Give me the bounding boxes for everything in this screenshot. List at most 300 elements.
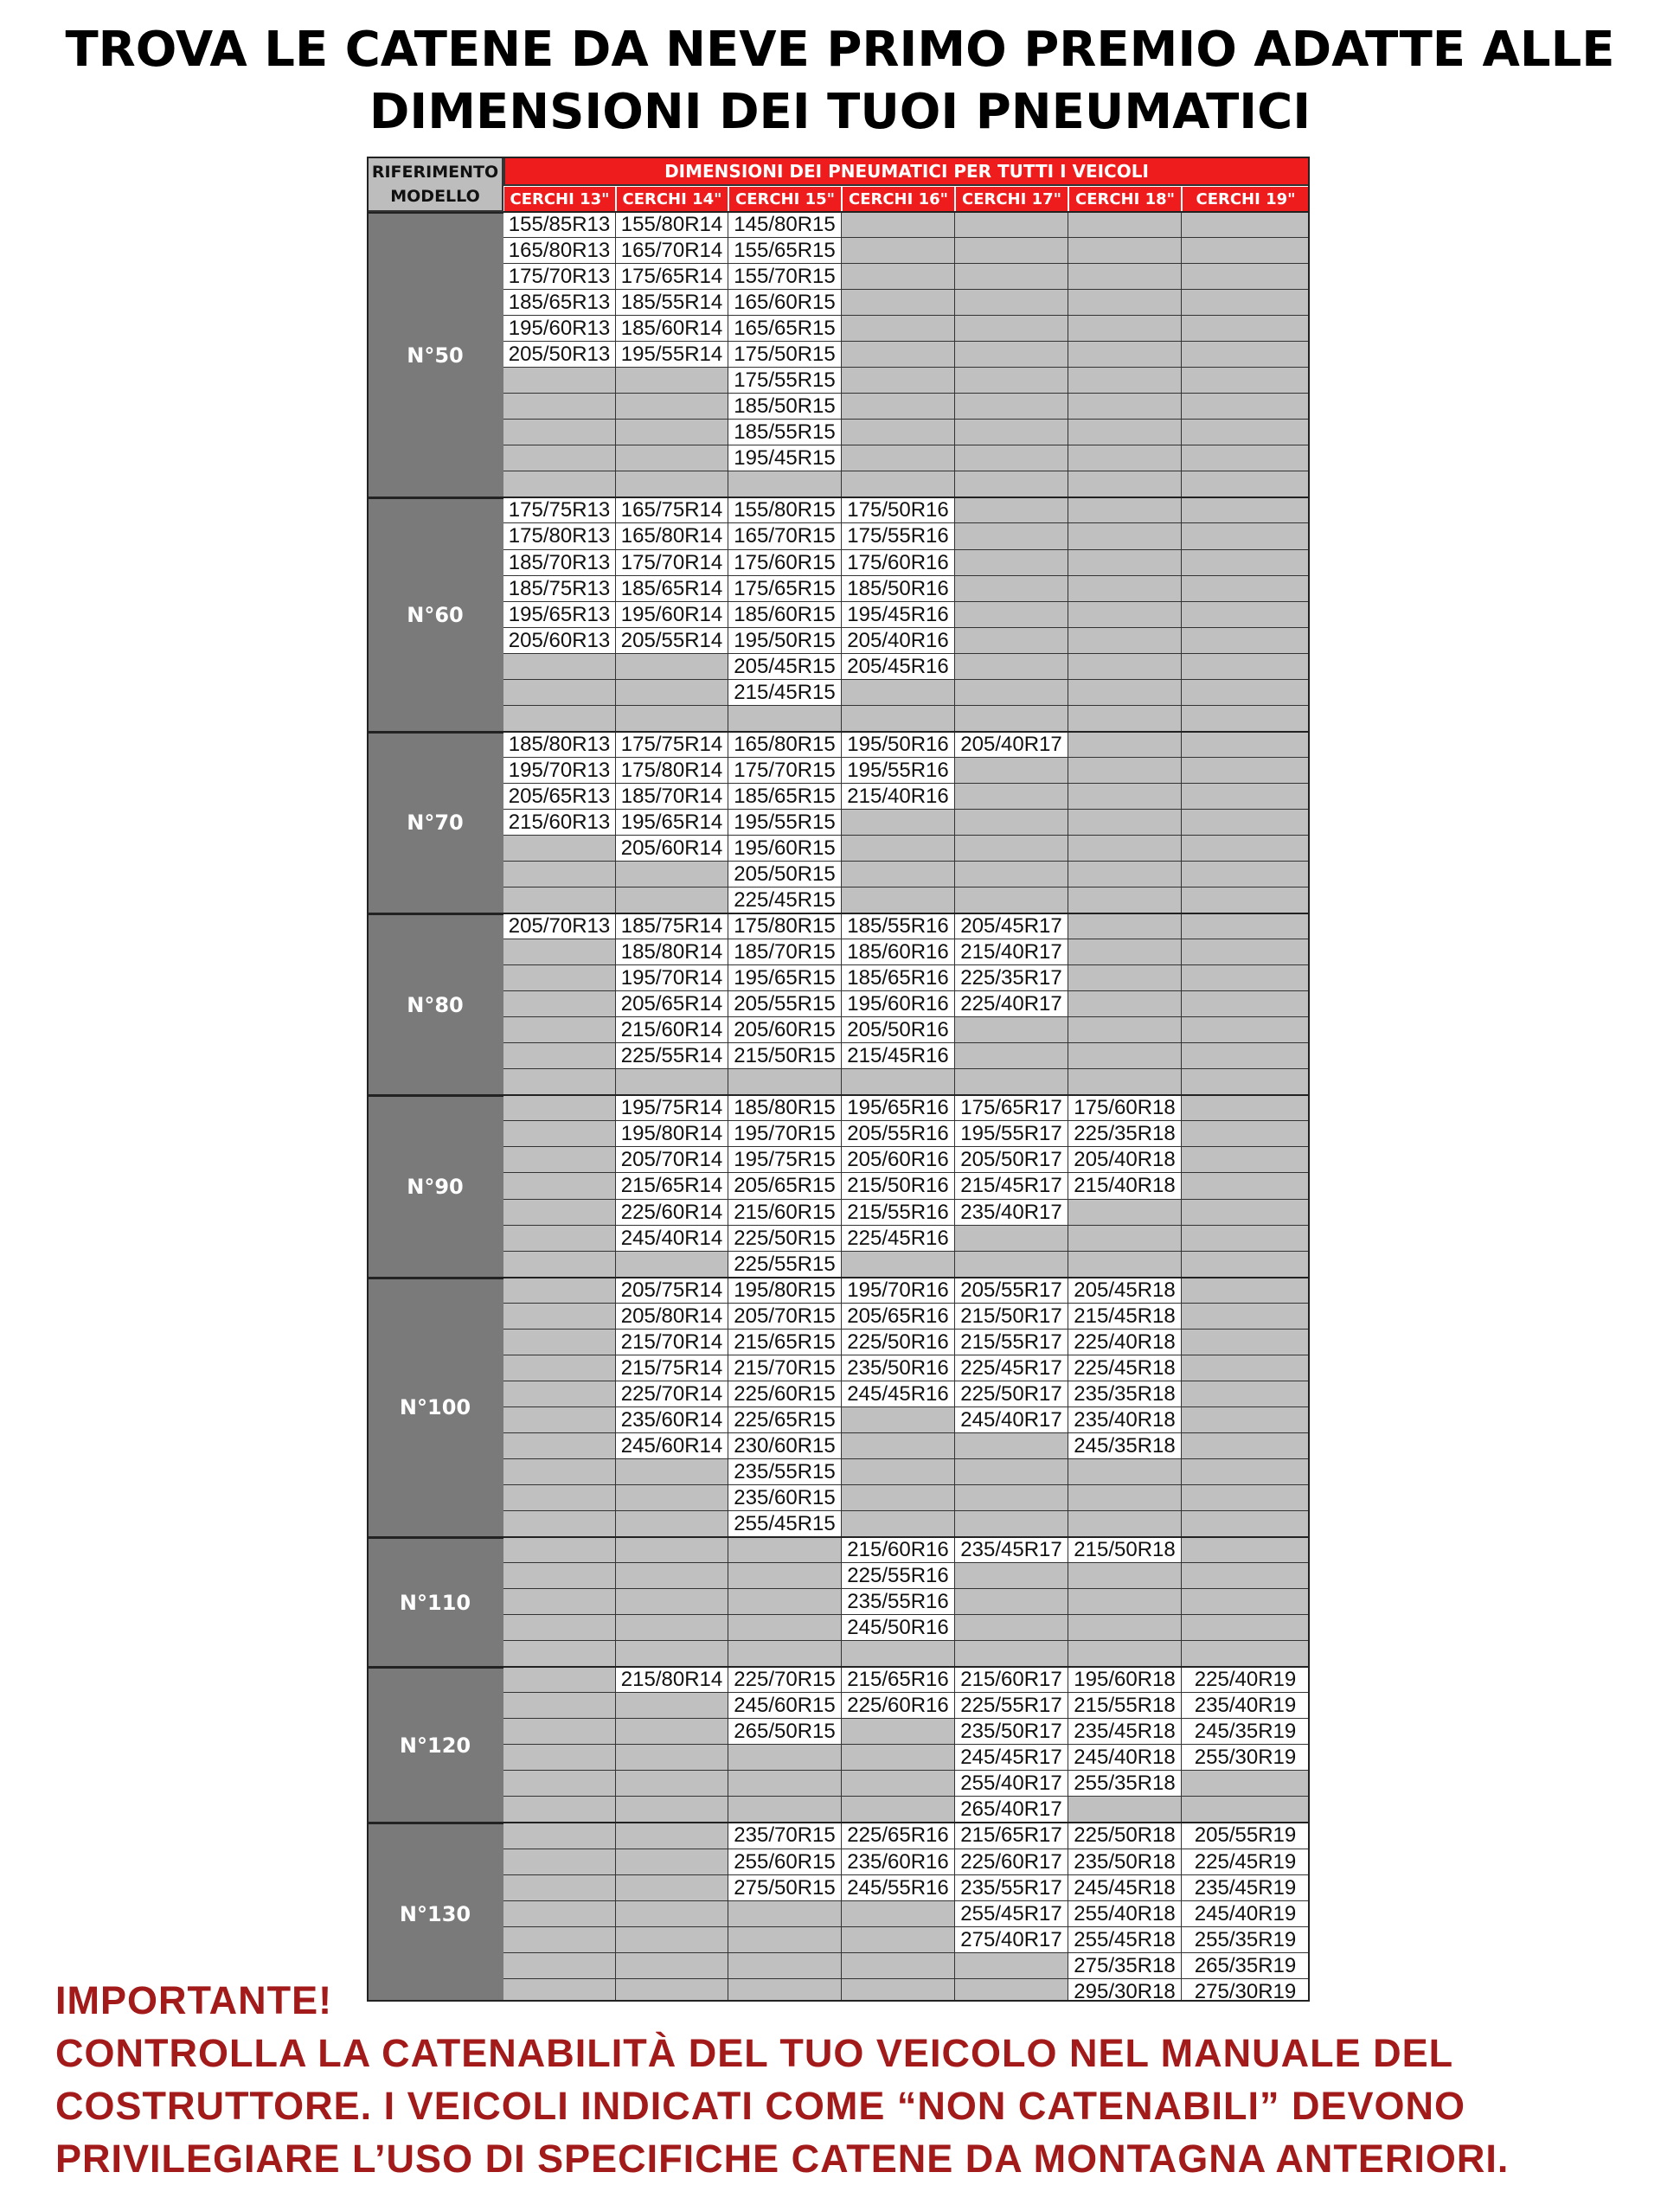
tire-size-cell: 165/75R14 — [616, 497, 728, 523]
empty-cell — [955, 758, 1068, 784]
tire-size-cell: 225/45R15 — [728, 887, 842, 913]
empty-cell — [616, 1563, 728, 1589]
empty-cell — [955, 238, 1068, 264]
empty-cell — [1182, 497, 1310, 523]
empty-cell — [955, 706, 1068, 732]
model-reference-header-line-2: MODELLO — [390, 187, 480, 206]
tire-size-cell: 185/75R13 — [503, 576, 616, 602]
tire-size-cell: 265/50R15 — [728, 1719, 842, 1745]
tire-size-cell: 235/40R17 — [955, 1200, 1068, 1226]
empty-cell — [1068, 1615, 1182, 1641]
empty-cell — [616, 368, 728, 394]
empty-cell — [955, 1043, 1068, 1069]
tire-size-cell: 235/45R19 — [1182, 1875, 1310, 1901]
empty-cell — [842, 887, 955, 913]
empty-cell — [1182, 290, 1310, 316]
tire-size-cell: 165/80R14 — [616, 523, 728, 549]
empty-cell — [955, 784, 1068, 810]
tire-size-cell: 165/70R14 — [616, 238, 728, 264]
empty-cell — [503, 1147, 616, 1173]
empty-cell — [616, 1511, 728, 1537]
empty-cell — [728, 1797, 842, 1823]
empty-cell — [503, 1173, 616, 1199]
tire-size-cell: 155/85R13 — [503, 212, 616, 238]
empty-cell — [728, 1563, 842, 1589]
empty-cell — [955, 445, 1068, 471]
notice-line-1: CONTROLLA LA CATENABILITÀ DEL TUO VEICOLO NEL MANUALE DEL — [55, 2031, 1454, 2075]
tire-size-cell: 175/75R14 — [616, 732, 728, 758]
empty-cell — [842, 1797, 955, 1823]
tire-size-cell: 155/80R15 — [728, 497, 842, 523]
tire-size-cell: 185/70R14 — [616, 784, 728, 810]
tire-size-cell: 185/60R14 — [616, 316, 728, 342]
empty-cell — [503, 1095, 616, 1121]
tire-size-cell: 185/65R13 — [503, 290, 616, 316]
group-separator — [503, 913, 1310, 914]
empty-cell — [1182, 1226, 1310, 1252]
empty-cell — [728, 1745, 842, 1771]
empty-cell — [503, 471, 616, 497]
empty-cell — [1182, 264, 1310, 290]
tire-size-cell: 215/45R18 — [1068, 1304, 1182, 1330]
tire-size-cell: 175/65R14 — [616, 264, 728, 290]
empty-cell — [1182, 238, 1310, 264]
empty-cell — [842, 1771, 955, 1797]
empty-cell — [1068, 1485, 1182, 1511]
empty-cell — [955, 1017, 1068, 1043]
empty-cell — [1068, 1797, 1182, 1823]
empty-cell — [842, 1252, 955, 1278]
empty-cell — [616, 1849, 728, 1875]
empty-cell — [503, 887, 616, 913]
empty-cell — [1068, 238, 1182, 264]
tire-size-cell: 185/55R15 — [728, 420, 842, 445]
empty-cell — [842, 471, 955, 497]
empty-cell — [1068, 939, 1182, 965]
group-separator — [503, 1536, 1310, 1538]
empty-cell — [955, 394, 1068, 420]
tire-size-cell: 195/55R15 — [728, 810, 842, 836]
tire-size-cell: 235/70R15 — [728, 1823, 842, 1849]
tire-size-cell: 145/80R15 — [728, 212, 842, 238]
tire-size-cell: 235/50R18 — [1068, 1849, 1182, 1875]
empty-cell — [842, 1719, 955, 1745]
tire-size-cell: 185/80R13 — [503, 732, 616, 758]
empty-cell — [1182, 1121, 1310, 1147]
tire-size-cell: 195/75R14 — [616, 1095, 728, 1121]
tire-size-cell: 185/75R14 — [616, 913, 728, 939]
notice-heading: IMPORTANTE! — [55, 1978, 333, 2022]
empty-cell — [955, 368, 1068, 394]
empty-cell — [842, 1485, 955, 1511]
tire-size-cell: 215/45R15 — [728, 680, 842, 706]
empty-cell — [728, 1641, 842, 1667]
empty-cell — [503, 1589, 616, 1615]
empty-cell — [1068, 1511, 1182, 1537]
empty-cell — [955, 1641, 1068, 1667]
empty-cell — [728, 1537, 842, 1563]
empty-cell — [503, 1823, 616, 1849]
empty-cell — [503, 1381, 616, 1407]
empty-cell — [842, 420, 955, 445]
empty-cell — [1068, 784, 1182, 810]
empty-cell — [1068, 1252, 1182, 1278]
empty-cell — [842, 342, 955, 368]
tire-size-cell: 245/45R17 — [955, 1745, 1068, 1771]
empty-cell — [1068, 1226, 1182, 1252]
empty-cell — [1068, 420, 1182, 445]
group-separator — [503, 731, 1310, 733]
tire-size-cell: 235/45R17 — [955, 1537, 1068, 1563]
empty-cell — [842, 1069, 955, 1095]
tire-size-cell: 255/45R17 — [955, 1901, 1068, 1927]
tire-size-cell: 185/55R14 — [616, 290, 728, 316]
empty-cell — [1068, 810, 1182, 836]
empty-cell — [728, 471, 842, 497]
tire-size-cell: 225/55R16 — [842, 1563, 955, 1589]
tire-size-cell: 195/50R15 — [728, 628, 842, 654]
empty-cell — [503, 1355, 616, 1381]
empty-cell — [616, 1719, 728, 1745]
tire-size-cell: 205/45R15 — [728, 654, 842, 680]
model-reference-header-line-1: RIFERIMENTO — [371, 163, 499, 182]
empty-cell — [842, 212, 955, 238]
tire-size-cell: 205/70R15 — [728, 1304, 842, 1330]
tire-dimensions-header: DIMENSIONI DEI PNEUMATICI PER TUTTI I VEICOLI — [503, 157, 1310, 186]
tire-size-cell: 245/35R19 — [1182, 1719, 1310, 1745]
empty-cell — [1068, 862, 1182, 887]
empty-cell — [955, 1589, 1068, 1615]
empty-cell — [728, 1927, 842, 1953]
tire-size-cell: 225/60R15 — [728, 1381, 842, 1407]
empty-cell — [503, 1252, 616, 1278]
empty-cell — [1182, 1173, 1310, 1199]
tire-size-cell: 225/65R16 — [842, 1823, 955, 1849]
empty-cell — [1068, 212, 1182, 238]
empty-cell — [842, 680, 955, 706]
empty-cell — [955, 1511, 1068, 1537]
tire-size-cell: 155/80R14 — [616, 212, 728, 238]
tire-size-cell: 275/50R15 — [728, 1875, 842, 1901]
empty-cell — [616, 1615, 728, 1641]
tire-size-cell: 175/70R13 — [503, 264, 616, 290]
empty-cell — [616, 1901, 728, 1927]
tire-size-cell: 225/55R14 — [616, 1043, 728, 1069]
tire-size-cell: 225/55R15 — [728, 1252, 842, 1278]
empty-cell — [955, 1226, 1068, 1252]
empty-cell — [503, 706, 616, 732]
empty-cell — [503, 1875, 616, 1901]
empty-cell — [503, 836, 616, 862]
empty-cell — [616, 862, 728, 887]
empty-cell — [503, 445, 616, 471]
empty-cell — [842, 1927, 955, 1953]
empty-cell — [955, 654, 1068, 680]
empty-cell — [503, 1304, 616, 1330]
tire-size-cell: 235/55R15 — [728, 1459, 842, 1485]
empty-cell — [842, 1433, 955, 1459]
tire-size-cell: 215/60R16 — [842, 1537, 955, 1563]
empty-cell — [616, 1823, 728, 1849]
empty-cell — [728, 1589, 842, 1615]
empty-cell — [1182, 212, 1310, 238]
empty-cell — [616, 1693, 728, 1719]
empty-cell — [503, 1407, 616, 1433]
empty-cell — [1068, 836, 1182, 862]
empty-cell — [503, 1797, 616, 1823]
tire-size-cell: 205/60R16 — [842, 1147, 955, 1173]
empty-cell — [1068, 680, 1182, 706]
empty-cell — [1068, 316, 1182, 342]
empty-cell — [616, 1459, 728, 1485]
tire-size-cell: 175/80R15 — [728, 913, 842, 939]
empty-cell — [955, 1433, 1068, 1459]
empty-cell — [842, 1511, 955, 1537]
tire-size-cell: 215/50R18 — [1068, 1537, 1182, 1563]
tire-size-cell: 225/45R17 — [955, 1355, 1068, 1381]
empty-cell — [842, 238, 955, 264]
empty-cell — [955, 264, 1068, 290]
empty-cell — [955, 471, 1068, 497]
empty-cell — [616, 1589, 728, 1615]
tire-size-cell: 175/60R18 — [1068, 1095, 1182, 1121]
tire-size-cell: 205/75R14 — [616, 1278, 728, 1304]
tire-size-cell: 175/50R15 — [728, 342, 842, 368]
tire-size-cell: 205/60R13 — [503, 628, 616, 654]
tire-size-cell: 245/45R18 — [1068, 1875, 1182, 1901]
model-label: N°120 — [367, 1667, 503, 1823]
empty-cell — [1182, 628, 1310, 654]
tire-size-cell: 155/70R15 — [728, 264, 842, 290]
tire-size-cell: 195/65R13 — [503, 602, 616, 628]
empty-cell — [503, 654, 616, 680]
tire-size-cell: 205/55R19 — [1182, 1823, 1310, 1849]
empty-cell — [955, 887, 1068, 913]
tire-size-cell: 205/60R14 — [616, 836, 728, 862]
empty-cell — [1182, 1147, 1310, 1173]
empty-cell — [1068, 368, 1182, 394]
tire-size-cell: 205/50R15 — [728, 862, 842, 887]
tire-size-cell: 185/70R15 — [728, 939, 842, 965]
tire-size-cell: 245/50R16 — [842, 1615, 955, 1641]
empty-cell — [1182, 1330, 1310, 1355]
empty-cell — [955, 1069, 1068, 1095]
tire-size-cell: 215/50R17 — [955, 1304, 1068, 1330]
empty-cell — [616, 1927, 728, 1953]
empty-cell — [1182, 576, 1310, 602]
empty-cell — [728, 1615, 842, 1641]
model-label: N°90 — [367, 1095, 503, 1277]
tire-size-cell: 215/50R16 — [842, 1173, 955, 1199]
tire-size-cell: 225/60R14 — [616, 1200, 728, 1226]
tire-size-cell: 185/50R16 — [842, 576, 955, 602]
empty-cell — [503, 420, 616, 445]
tire-size-cell: 225/70R15 — [728, 1667, 842, 1693]
empty-cell — [1182, 342, 1310, 368]
tire-size-cell: 225/50R15 — [728, 1226, 842, 1252]
empty-cell — [842, 445, 955, 471]
tire-size-cell: 225/40R19 — [1182, 1667, 1310, 1693]
tire-size-cell: 185/65R15 — [728, 784, 842, 810]
empty-cell — [503, 1849, 616, 1875]
empty-cell — [1182, 1433, 1310, 1459]
empty-cell — [1182, 758, 1310, 784]
empty-cell — [1068, 991, 1182, 1017]
empty-cell — [503, 965, 616, 991]
tire-size-cell: 215/40R16 — [842, 784, 955, 810]
tire-size-cell: 195/55R16 — [842, 758, 955, 784]
tire-size-cell: 225/65R15 — [728, 1407, 842, 1433]
tire-size-cell: 245/60R15 — [728, 1693, 842, 1719]
tire-size-cell: 245/40R18 — [1068, 1745, 1182, 1771]
empty-cell — [1068, 497, 1182, 523]
tire-size-cell: 175/50R16 — [842, 497, 955, 523]
empty-cell — [503, 680, 616, 706]
empty-cell — [728, 1069, 842, 1095]
tire-size-cell: 235/40R18 — [1068, 1407, 1182, 1433]
empty-cell — [616, 1252, 728, 1278]
model-label: N°50 — [367, 212, 503, 497]
title-line-2: DIMENSIONI DEI TUOI PNEUMATICI — [369, 84, 1311, 140]
empty-cell — [955, 497, 1068, 523]
tire-size-cell: 215/60R13 — [503, 810, 616, 836]
empty-cell — [1182, 602, 1310, 628]
empty-cell — [503, 1069, 616, 1095]
empty-cell — [1182, 1200, 1310, 1226]
tire-size-cell: 195/65R15 — [728, 965, 842, 991]
tire-size-cell: 205/40R18 — [1068, 1147, 1182, 1173]
empty-cell — [1182, 1095, 1310, 1121]
tire-size-cell: 165/65R15 — [728, 316, 842, 342]
tire-size-cell: 195/70R13 — [503, 758, 616, 784]
tire-size-cell: 215/70R15 — [728, 1355, 842, 1381]
empty-cell — [616, 887, 728, 913]
empty-cell — [503, 1537, 616, 1563]
tire-size-cell: 205/70R13 — [503, 913, 616, 939]
empty-cell — [1182, 887, 1310, 913]
empty-cell — [1182, 1615, 1310, 1641]
tire-size-cell: 215/55R18 — [1068, 1693, 1182, 1719]
tire-size-cell: 175/55R16 — [842, 523, 955, 549]
group-separator — [503, 1822, 1310, 1823]
group-separator — [503, 1277, 1310, 1278]
empty-cell — [842, 1745, 955, 1771]
empty-cell — [1182, 1537, 1310, 1563]
tire-size-cell: 205/70R14 — [616, 1147, 728, 1173]
empty-cell — [616, 394, 728, 420]
empty-cell — [616, 1771, 728, 1797]
tire-size-cell: 195/80R14 — [616, 1121, 728, 1147]
empty-cell — [616, 706, 728, 732]
tire-size-cell: 195/70R16 — [842, 1278, 955, 1304]
empty-cell — [1068, 1563, 1182, 1589]
notice-line-2: COSTRUTTORE. I VEICOLI INDICATI COME “NON CATENABILI” DEVONO — [55, 2084, 1466, 2128]
tire-size-cell: 235/45R18 — [1068, 1719, 1182, 1745]
tire-size-cell: 195/45R15 — [728, 445, 842, 471]
tire-size-cell: 175/65R17 — [955, 1095, 1068, 1121]
empty-cell — [955, 212, 1068, 238]
empty-cell — [1068, 264, 1182, 290]
empty-cell — [503, 1511, 616, 1537]
empty-cell — [503, 1563, 616, 1589]
empty-cell — [1068, 913, 1182, 939]
tire-size-cell: 205/65R15 — [728, 1173, 842, 1199]
empty-cell — [1068, 394, 1182, 420]
model-label: N°70 — [367, 732, 503, 913]
empty-cell — [1068, 654, 1182, 680]
column-header-15: CERCHI 15" — [728, 186, 842, 212]
empty-cell — [1068, 523, 1182, 549]
empty-cell — [1182, 445, 1310, 471]
tire-size-cell: 195/45R16 — [842, 602, 955, 628]
tire-size-cell: 175/70R15 — [728, 758, 842, 784]
empty-cell — [503, 1745, 616, 1771]
tire-size-cell: 275/35R18 — [1068, 1953, 1182, 1979]
model-label: N°100 — [367, 1278, 503, 1537]
empty-cell — [1182, 1485, 1310, 1511]
empty-cell — [616, 680, 728, 706]
empty-cell — [1068, 706, 1182, 732]
empty-cell — [1182, 1304, 1310, 1330]
tire-size-cell: 185/80R14 — [616, 939, 728, 965]
tire-size-cell: 215/65R14 — [616, 1173, 728, 1199]
empty-cell — [1068, 471, 1182, 497]
tire-size-cell: 205/60R15 — [728, 1017, 842, 1043]
empty-cell — [1068, 1043, 1182, 1069]
tire-size-cell: 205/50R17 — [955, 1147, 1068, 1173]
tire-size-cell: 195/55R14 — [616, 342, 728, 368]
tire-size-cell: 205/65R16 — [842, 1304, 955, 1330]
empty-cell — [955, 342, 1068, 368]
tire-size-cell: 225/50R18 — [1068, 1823, 1182, 1849]
tire-size-cell: 185/50R15 — [728, 394, 842, 420]
empty-cell — [1068, 445, 1182, 471]
tire-size-cell: 225/60R17 — [955, 1849, 1068, 1875]
tire-size-cell: 245/45R16 — [842, 1381, 955, 1407]
empty-cell — [955, 628, 1068, 654]
empty-cell — [955, 550, 1068, 576]
tire-size-table — [367, 157, 1310, 2002]
tire-size-cell: 215/60R14 — [616, 1017, 728, 1043]
empty-cell — [1068, 965, 1182, 991]
tire-size-cell: 215/80R14 — [616, 1667, 728, 1693]
tire-size-cell: 195/65R16 — [842, 1095, 955, 1121]
model-label: N°110 — [367, 1537, 503, 1667]
tire-size-cell: 215/60R17 — [955, 1667, 1068, 1693]
tire-size-cell: 165/80R13 — [503, 238, 616, 264]
empty-cell — [1068, 1017, 1182, 1043]
column-header-16: CERCHI 16" — [842, 186, 955, 212]
tire-size-cell: 265/35R19 — [1182, 1953, 1310, 1979]
tire-size-cell: 215/65R17 — [955, 1823, 1068, 1849]
empty-cell — [1068, 1069, 1182, 1095]
tire-size-cell: 245/35R18 — [1068, 1433, 1182, 1459]
tire-size-cell: 255/40R18 — [1068, 1901, 1182, 1927]
empty-cell — [1182, 1355, 1310, 1381]
empty-cell — [616, 445, 728, 471]
empty-cell — [503, 1927, 616, 1953]
empty-cell — [503, 1459, 616, 1485]
tire-size-cell: 275/30R19 — [1182, 1979, 1310, 2002]
empty-cell — [1182, 394, 1310, 420]
column-header-17: CERCHI 17" — [955, 186, 1068, 212]
empty-cell — [1068, 550, 1182, 576]
empty-cell — [1182, 1043, 1310, 1069]
tire-size-cell: 175/65R15 — [728, 576, 842, 602]
tire-size-cell: 225/35R17 — [955, 965, 1068, 991]
empty-cell — [503, 1771, 616, 1797]
tire-size-cell: 215/75R14 — [616, 1355, 728, 1381]
